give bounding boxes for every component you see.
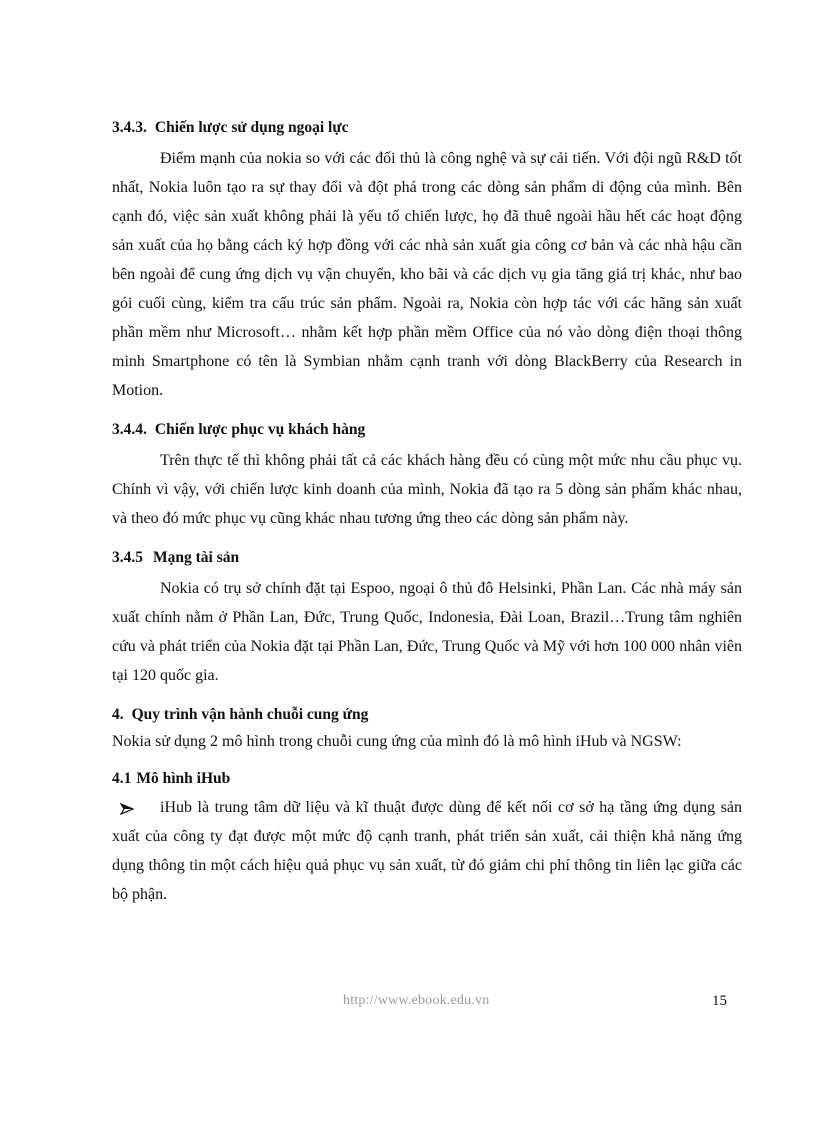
bullet-item: [112, 793, 742, 909]
section-title: Quy trình vận hành chuỗi cung ứng: [131, 706, 369, 723]
section-heading: [112, 116, 742, 140]
arrow-bullet-icon: [120, 793, 140, 815]
section-heading: [112, 546, 742, 570]
section-heading: [112, 767, 742, 791]
section-title: Mô hình iHub: [136, 770, 231, 787]
section-asset-network: [112, 546, 742, 690]
footer-url: http://www.ebook.edu.vn: [343, 993, 490, 1008]
section-supply-chain-process: [112, 703, 742, 756]
page-number: 15: [712, 993, 727, 1009]
paragraph: Nokia sử dụng 2 mô hình trong chuỗi cung ứng của mình đó là mô hình iHub và NGSW:: [112, 733, 682, 750]
section-heading: [112, 418, 742, 442]
section-number: 3.4.5: [112, 549, 143, 566]
section-title: Chiến lược sử dụng ngoại lực: [154, 119, 349, 136]
section-ihub-model: [112, 767, 742, 909]
document-page: [112, 116, 742, 922]
section-number: 4.1: [112, 770, 132, 787]
section-outsourcing-strategy: [112, 116, 742, 405]
paragraph: Nokia có trụ sở chính đặt tại Espoo, ngoại ô thủ đô Helsinki, Phần Lan. Các nhà máy sản xuất chính nằm ở Phần Lan, Đức, Trung Quốc, Indonesia, Đài Loan, Brazil…Trung tâm nghiên cứu và phát triển của Nokia đặt tại Phần Lan, Đức, Trung Quốc và Mỹ với hơn 100 000 nhân viên tại 120 quốc gia.: [112, 580, 742, 684]
section-number: 4.: [112, 706, 124, 723]
section-title: Chiến lược phục vụ khách hàng: [154, 421, 366, 438]
paragraph: Điểm mạnh của nokia so với các đối thủ là công nghệ và sự cải tiến. Với đội ngũ R&D tốt nhất, Nokia luôn tạo ra sự thay đổi và đột phá trong các dòng sản phẩm di động của mình. Bên cạnh đó, việc sản xuất không phải là yếu tố chiến lược, họ đã thuê ngoài hầu hết các hoạt động sản xuất của họ bằng cách ký hợp đồng với các nhà sản xuất gia công cơ bản và các nhà hậu cần bên ngoài để cung ứng dịch vụ vận chuyển, kho bãi và các dịch vụ gia tăng giá trị khác, như bao gói cuối cùng, kiểm tra cấu trúc sản phẩm. Ngoài ra, Nokia còn hợp tác với các hãng sản xuất phần mềm như Microsoft… nhằm kết hợp phần mềm Office của nó vào dòng điện thoại thông minh Smartphone có tên là Symbian nhằm cạnh tranh với dòng BlackBerry của Research in Motion.: [112, 150, 742, 399]
section-customer-service-strategy: [112, 418, 742, 533]
section-heading: [112, 703, 742, 727]
paragraph: Trên thực tế thì không phải tất cả các khách hàng đều có cùng một mức nhu cầu phục vụ. Chính vì vậy, với chiến lược kinh doanh của mình, Nokia đã tạo ra 5 dòng sản phẩm khác nhau, và theo đó mức phục vụ cũng khác nhau tương ứng theo các dòng sản phẩm này.: [112, 452, 742, 527]
section-number: 3.4.3.: [112, 119, 147, 136]
bullet-text: iHub là trung tâm dữ liệu và kĩ thuật được dùng để kết nối cơ sở hạ tầng ứng dụng sản xuất của công ty đạt được một mức độ cạnh tranh, phát triển sản xuất, cải thiện khả năng ứng dụng thông tin một cách hiệu quả phục vụ sản xuất, từ đó giảm chi phí thông tin liên lạc giữa các bộ phận.: [112, 799, 742, 903]
page-footer: [0, 993, 816, 1013]
section-number: 3.4.4.: [112, 421, 147, 438]
section-title: Mạng tài sản: [153, 549, 240, 566]
